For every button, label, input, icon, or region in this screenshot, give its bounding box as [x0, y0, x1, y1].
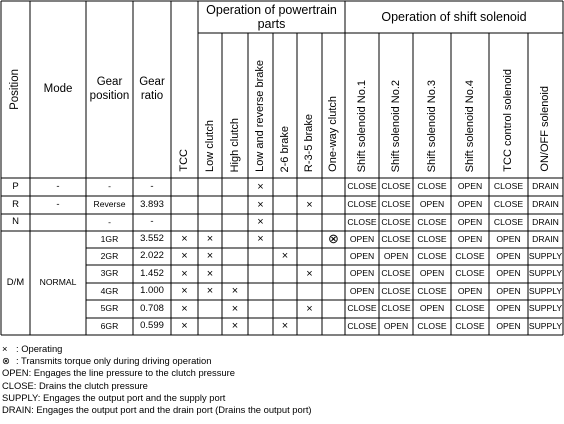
header-part-4-label: R-3-5 brake	[303, 113, 316, 172]
x-mark-icon: ×	[2, 343, 8, 354]
row-part-mark	[273, 231, 297, 248]
row-part-mark	[198, 300, 222, 318]
row-part-mark: ×	[257, 180, 264, 193]
row-part-mark: ×	[257, 216, 264, 229]
header-solenoid-0-label: Shift solenoid No.1	[355, 79, 368, 172]
row-part-mark: ×	[231, 320, 239, 333]
row-solenoid-state: DRAIN	[532, 216, 559, 227]
row-solenoid-state: OPEN	[349, 268, 375, 279]
row-part-mark	[248, 283, 273, 300]
row-solenoid-state: CLOSE	[417, 233, 447, 244]
row-tcc-mark: ×	[181, 233, 188, 246]
row-part-mark: ×	[206, 250, 214, 263]
row-part-mark: ×	[257, 233, 264, 246]
row-solenoid-state: OPEN	[496, 233, 521, 244]
row-part-mark	[297, 178, 322, 196]
header-solenoid-4	[489, 33, 528, 178]
row-solenoid-state: OPEN	[349, 233, 375, 244]
row-solenoid-state: SUPPLY	[528, 285, 563, 296]
header-gear-ratio: Gear ratio	[139, 76, 165, 102]
row-gear-ratio: 0.708	[140, 302, 164, 314]
row-tcc-mark	[171, 178, 198, 196]
header-part-2	[248, 33, 273, 178]
row-mode	[30, 214, 86, 231]
row-solenoid-state: DRAIN	[532, 199, 559, 210]
legend-close: CLOSE: Drains the clutch pressure	[2, 379, 148, 391]
row-part-mark	[248, 300, 273, 318]
row-part-mark: ×	[206, 233, 214, 246]
header-solenoid-5	[528, 33, 563, 178]
legend-torque: ⊗ : Transmits torque only during driving operation	[2, 355, 212, 367]
row-gear-ratio: 3.552	[140, 233, 164, 245]
row-solenoid-state: CLOSE	[381, 199, 411, 210]
row-solenoid-state: OPEN	[419, 199, 445, 210]
row-part-mark	[322, 196, 345, 214]
row-solenoid-state: CLOSE	[417, 250, 447, 261]
row-solenoid-state: OPEN	[496, 250, 521, 261]
row-solenoid-state: SUPPLY	[528, 268, 563, 279]
row-solenoid-state: OPEN	[349, 250, 375, 261]
row-part-mark: ×	[306, 302, 313, 315]
row-part-mark	[222, 196, 248, 214]
row-gear-ratio: 2.022	[140, 250, 164, 262]
header-mode: Mode	[43, 82, 73, 95]
legend-operating: × : Operating	[2, 343, 63, 354]
row-tcc-mark: ×	[181, 320, 188, 333]
legend-supply: SUPPLY: Engages the output port and the supply port	[2, 391, 226, 403]
row-tcc-mark: ×	[181, 302, 188, 315]
row-solenoid-state: CLOSE	[381, 216, 411, 227]
header-tcc-label: TCC	[178, 149, 191, 172]
row-gear-ratio: 0.599	[140, 320, 164, 332]
row-solenoid-state: OPEN	[383, 250, 409, 261]
legend-drain: DRAIN: Engages the output port and the drain port (Drains the output port)	[2, 404, 312, 416]
header-part-1	[222, 33, 248, 178]
row-part-mark	[322, 300, 345, 318]
row-tcc-mark	[171, 214, 198, 231]
row-gear-position: 1GR	[100, 233, 119, 244]
row-solenoid-state: OPEN	[419, 303, 445, 314]
row-solenoid-state: OPEN	[457, 216, 483, 227]
row-solenoid-state: CLOSE	[417, 181, 447, 192]
row-solenoid-state: CLOSE	[455, 268, 485, 279]
header-part-1-label: High clutch	[228, 117, 241, 172]
row-solenoid-state: CLOSE	[455, 320, 485, 331]
row-part-mark: ×	[231, 302, 239, 315]
row-mode-normal: NORMAL	[39, 277, 77, 288]
row-part-mark	[222, 265, 248, 283]
row-gear-ratio: 1.000	[140, 285, 164, 297]
row-part-mark	[222, 248, 248, 265]
header-solenoid-2	[413, 33, 451, 178]
row-gear-position: 6GR	[100, 320, 119, 331]
row-part-mark	[248, 248, 273, 265]
row-part-mark: ×	[231, 285, 239, 298]
row-part-mark	[322, 318, 345, 335]
row-part-mark	[297, 231, 322, 248]
row-part-mark	[322, 214, 345, 231]
row-part-mark	[322, 283, 345, 300]
row-solenoid-state: CLOSE	[381, 181, 411, 192]
row-solenoid-state: OPEN	[457, 233, 483, 244]
row-solenoid-state: OPEN	[496, 320, 521, 331]
row-part-mark	[248, 265, 273, 283]
row-solenoid-state: CLOSE	[493, 216, 524, 227]
header-solenoid-3	[451, 33, 489, 178]
row-gear-position: Reverse	[93, 199, 126, 210]
row-tcc-mark: ×	[181, 267, 188, 280]
header-solenoid-3-label: Shift solenoid No.4	[463, 79, 476, 172]
row-part-mark	[273, 178, 297, 196]
row-part-mark	[198, 318, 222, 335]
row-part-mark	[273, 300, 297, 318]
row-gear-position: 4GR	[100, 285, 119, 296]
row-solenoid-state: DRAIN	[532, 181, 559, 192]
header-solenoid-1-label: Shift solenoid No.2	[389, 79, 402, 172]
row-part-mark	[273, 196, 297, 214]
row-part-mark: ×	[281, 320, 289, 333]
row-gear-position: 3GR	[100, 268, 119, 279]
header-solenoid-group: Operation of shift solenoid	[381, 9, 527, 24]
row-solenoid-state: OPEN	[419, 268, 445, 279]
header-tcc	[171, 1, 198, 178]
row-part-mark	[297, 318, 322, 335]
row-tcc-mark: ×	[181, 250, 188, 263]
row-solenoid-state: CLOSE	[417, 285, 447, 296]
row-part-mark	[273, 283, 297, 300]
row-solenoid-state: OPEN	[457, 285, 483, 296]
row-part-mark: ×	[206, 267, 214, 280]
row-part-mark	[297, 248, 322, 265]
row-solenoid-state: OPEN	[496, 303, 521, 314]
row-solenoid-state: SUPPLY	[528, 320, 563, 331]
row-solenoid-state: CLOSE	[455, 303, 485, 314]
row-position: P	[12, 180, 19, 192]
row-solenoid-state: CLOSE	[417, 320, 447, 331]
row-part-mark	[297, 283, 322, 300]
row-part-mark: ⊗	[328, 231, 339, 247]
row-part-mark: ×	[306, 267, 313, 280]
row-position: R	[12, 198, 19, 210]
header-part-3-label: 2-6 brake	[278, 125, 291, 172]
row-solenoid-state: CLOSE	[493, 181, 524, 192]
row-position-dm: D/M	[6, 276, 25, 288]
header-part-3	[273, 33, 297, 178]
row-part-mark	[322, 248, 345, 265]
row-solenoid-state: CLOSE	[347, 320, 377, 331]
row-part-mark: ×	[306, 198, 313, 211]
row-tcc-mark	[171, 196, 198, 214]
header-part-2-label: Low and reverse brake	[254, 60, 267, 172]
row-solenoid-state: CLOSE	[417, 216, 447, 227]
row-solenoid-state: OPEN	[349, 285, 375, 296]
row-solenoid-state: OPEN	[383, 320, 409, 331]
row-solenoid-state: SUPPLY	[528, 303, 563, 314]
row-gear-position: 2GR	[100, 250, 119, 261]
row-gear-position: 5GR	[100, 303, 119, 314]
header-part-5	[322, 33, 345, 178]
row-part-mark: ×	[281, 250, 289, 263]
row-part-mark	[222, 178, 248, 196]
row-solenoid-state: OPEN	[457, 181, 483, 192]
row-part-mark	[297, 214, 322, 231]
row-part-mark	[198, 178, 222, 196]
row-part-mark: ×	[206, 285, 214, 298]
row-part-mark	[322, 178, 345, 196]
row-part-mark	[273, 265, 297, 283]
header-part-5-label: One-way clutch	[327, 96, 340, 172]
row-solenoid-state: OPEN	[496, 285, 521, 296]
header-solenoid-1	[379, 33, 413, 178]
row-solenoid-state: CLOSE	[347, 181, 377, 192]
row-gear-ratio: 1.452	[140, 267, 164, 279]
row-gear-ratio: -	[150, 216, 154, 228]
row-part-mark	[198, 214, 222, 231]
row-solenoid-state: CLOSE	[381, 268, 411, 279]
row-part-mark	[273, 214, 297, 231]
row-solenoid-state: CLOSE	[381, 303, 411, 314]
header-solenoid-0	[345, 33, 379, 178]
row-solenoid-state: CLOSE	[347, 199, 377, 210]
row-part-mark	[248, 318, 273, 335]
row-part-mark	[222, 214, 248, 231]
row-solenoid-state: CLOSE	[493, 199, 524, 210]
row-gear-position: -	[108, 216, 111, 227]
header-part-0-label: Low clutch	[203, 120, 216, 172]
row-solenoid-state: SUPPLY	[528, 250, 563, 261]
row-solenoid-state: CLOSE	[381, 233, 411, 244]
row-gear-ratio: 3.893	[140, 198, 164, 210]
row-position: N	[12, 216, 19, 228]
row-solenoid-state: CLOSE	[347, 303, 377, 314]
row-mode: -	[56, 198, 60, 210]
row-part-mark	[198, 196, 222, 214]
circled-x-icon: ⊗	[2, 355, 10, 367]
row-solenoid-state: CLOSE	[347, 216, 377, 227]
row-tcc-mark: ×	[181, 285, 188, 298]
header-position	[1, 1, 30, 178]
header-gear-position: Gear position	[89, 76, 130, 102]
header-powertrain-group: Operation of powertrain parts	[206, 2, 337, 31]
row-mode: -	[56, 180, 60, 192]
row-part-mark	[322, 265, 345, 283]
legend-open: OPEN: Engages the line pressure to the clutch pressure	[2, 367, 235, 379]
row-solenoid-state: OPEN	[457, 199, 483, 210]
header-position-label: Position	[8, 69, 21, 110]
row-part-mark	[222, 231, 248, 248]
header-part-0	[198, 33, 222, 178]
row-gear-position: -	[108, 181, 111, 192]
legend	[2, 343, 562, 416]
row-part-mark: ×	[257, 198, 264, 211]
row-gear-ratio: -	[150, 180, 154, 192]
header-part-4	[297, 33, 322, 178]
row-solenoid-state: DRAIN	[532, 233, 559, 244]
header-solenoid-5-label: ON/OFF solenoid	[539, 86, 552, 172]
header-solenoid-2-label: Shift solenoid No.3	[425, 79, 438, 172]
row-solenoid-state: CLOSE	[455, 250, 485, 261]
row-solenoid-state: OPEN	[496, 268, 521, 279]
header-solenoid-4-label: TCC control solenoid	[502, 69, 515, 172]
row-solenoid-state: CLOSE	[381, 285, 411, 296]
